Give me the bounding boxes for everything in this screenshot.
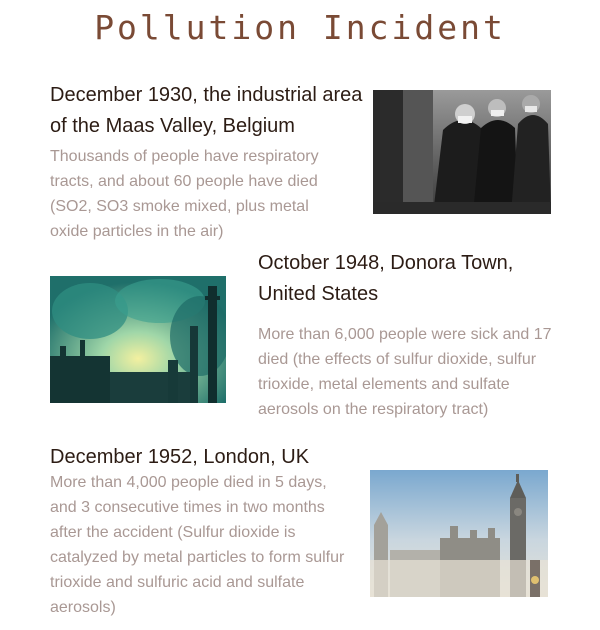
incident-3-heading: December 1952, London, UK — [50, 446, 310, 468]
incident-1-heading: December 1930, the industrial area of the Maas Valley, Belgium — [50, 84, 363, 137]
incident-2-description: More than 6,000 people were sick and 17 died (the effects of sulfur dioxide, sulfur trioxide, metal elements and sulfate aerosols on the respiratory tract) — [258, 326, 552, 418]
london-fog-photo — [370, 470, 548, 597]
incident-2-heading: October 1948, Donora Town, United States — [258, 252, 514, 305]
industrial-smog-photo — [50, 276, 226, 403]
incident-3-description: More than 4,000 people died in 5 days, and 3 consecutive times in two months after the accident (Sulfur dioxide is catalyzed by metal particles to form sulfur trioxide and sulfuric acid and sulfate aerosols) — [50, 474, 345, 616]
masked-people-photo — [373, 90, 551, 214]
incident-1-description: Thousands of people have respiratory tracts, and about 60 people have died (SO2, SO3 smoke mixed, plus metal oxide particles in the air) — [50, 148, 319, 240]
page-title: Pollution Incident — [94, 8, 506, 47]
